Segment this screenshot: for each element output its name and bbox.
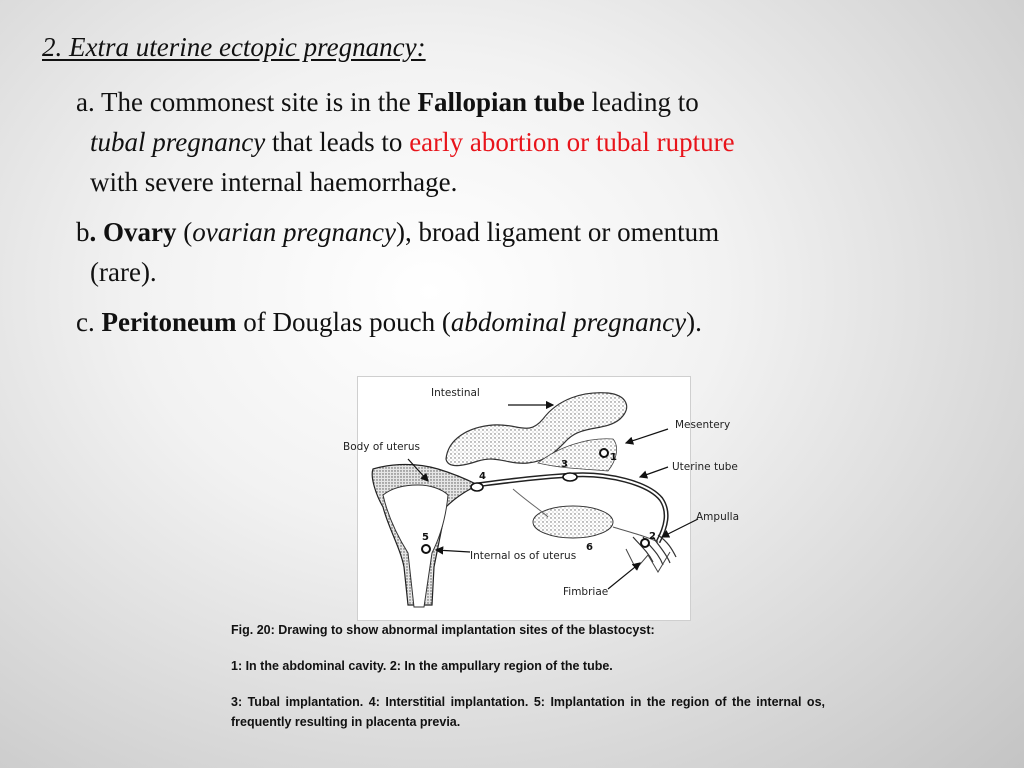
label-uterine-tube: Uterine tube	[672, 461, 738, 473]
item-b	[76, 212, 719, 292]
arrow-mesentery	[626, 429, 668, 443]
label-ampulla: Ampulla	[696, 511, 739, 523]
site-number-2: 2	[649, 531, 656, 542]
arrow-uterine-tube	[640, 467, 668, 477]
item-b-line-2: (rare).	[90, 257, 157, 287]
item-b-line-1	[76, 212, 719, 252]
item-b-prefix: b	[76, 217, 90, 247]
item-a-line-2	[76, 122, 735, 162]
item-a-prefix: a. The commonest site is in the	[76, 87, 418, 117]
label-internal-os: Internal os of uterus	[470, 550, 577, 562]
label-mesentery: Mesentery	[675, 419, 731, 431]
site-1	[600, 449, 608, 457]
site-number-1: 1	[610, 452, 617, 463]
anatomy-figure	[343, 376, 739, 621]
item-a	[76, 82, 735, 202]
item-b-open: (	[176, 217, 193, 247]
caption-line-2: 1: In the abdominal cavity. 2: In the ampullary region of the tube.	[231, 659, 613, 673]
item-a-line-1	[76, 82, 735, 122]
site-number-5: 5	[422, 532, 429, 543]
slide-heading: 2. Extra uterine ectopic pregnancy:	[42, 32, 426, 62]
item-a-leads: that leads to	[265, 127, 410, 157]
peritoneum-term: Peritoneum	[101, 307, 237, 337]
ovary-shape	[533, 506, 613, 538]
item-a-mid: leading to	[584, 87, 699, 117]
item-c	[76, 302, 702, 342]
site-number-6: 6	[586, 542, 593, 553]
site-3	[563, 473, 577, 481]
tubal-pregnancy-term: tubal pregnancy	[90, 127, 266, 157]
site-number-3: 3	[561, 459, 568, 470]
item-a-line-3: with severe internal haemorrhage.	[90, 167, 458, 197]
anatomy-drawing	[358, 377, 690, 620]
abdominal-pregnancy-term: abdominal pregnancy	[450, 307, 687, 337]
site-5	[422, 545, 430, 553]
label-body-of-uterus: Body of uterus	[343, 441, 420, 453]
site-number-4: 4	[479, 471, 486, 482]
label-fimbriae: Fimbriae	[563, 586, 609, 598]
site-2	[641, 539, 649, 547]
ovarian-pregnancy-term: ovarian pregnancy	[192, 217, 396, 247]
item-c-end: ).	[686, 307, 702, 337]
ovary-term: . Ovary	[89, 217, 177, 247]
caption-line-3: 3: Tubal implantation. 4: Interstitial implantation. 5: Implantation in the region of the internal os, frequently resulting in placenta previa.	[231, 695, 825, 729]
arrow-fimbriae	[608, 563, 640, 589]
label-intestinal: Intestinal	[431, 387, 480, 399]
item-c-line-1	[76, 302, 702, 342]
caption-title: Fig. 20: Drawing to show abnormal implantation sites of the blastocyst:	[231, 623, 655, 637]
item-c-prefix: c.	[76, 307, 102, 337]
item-b-rest: ), broad ligament or omentum	[395, 217, 720, 247]
item-c-mid: of Douglas pouch (	[236, 307, 451, 337]
fallopian-tube-term: Fallopian tube	[417, 87, 585, 117]
site-4	[471, 483, 483, 491]
item-a-red-text: early abortion or tubal rupture	[409, 127, 735, 157]
arrow-internal-os	[436, 550, 470, 552]
